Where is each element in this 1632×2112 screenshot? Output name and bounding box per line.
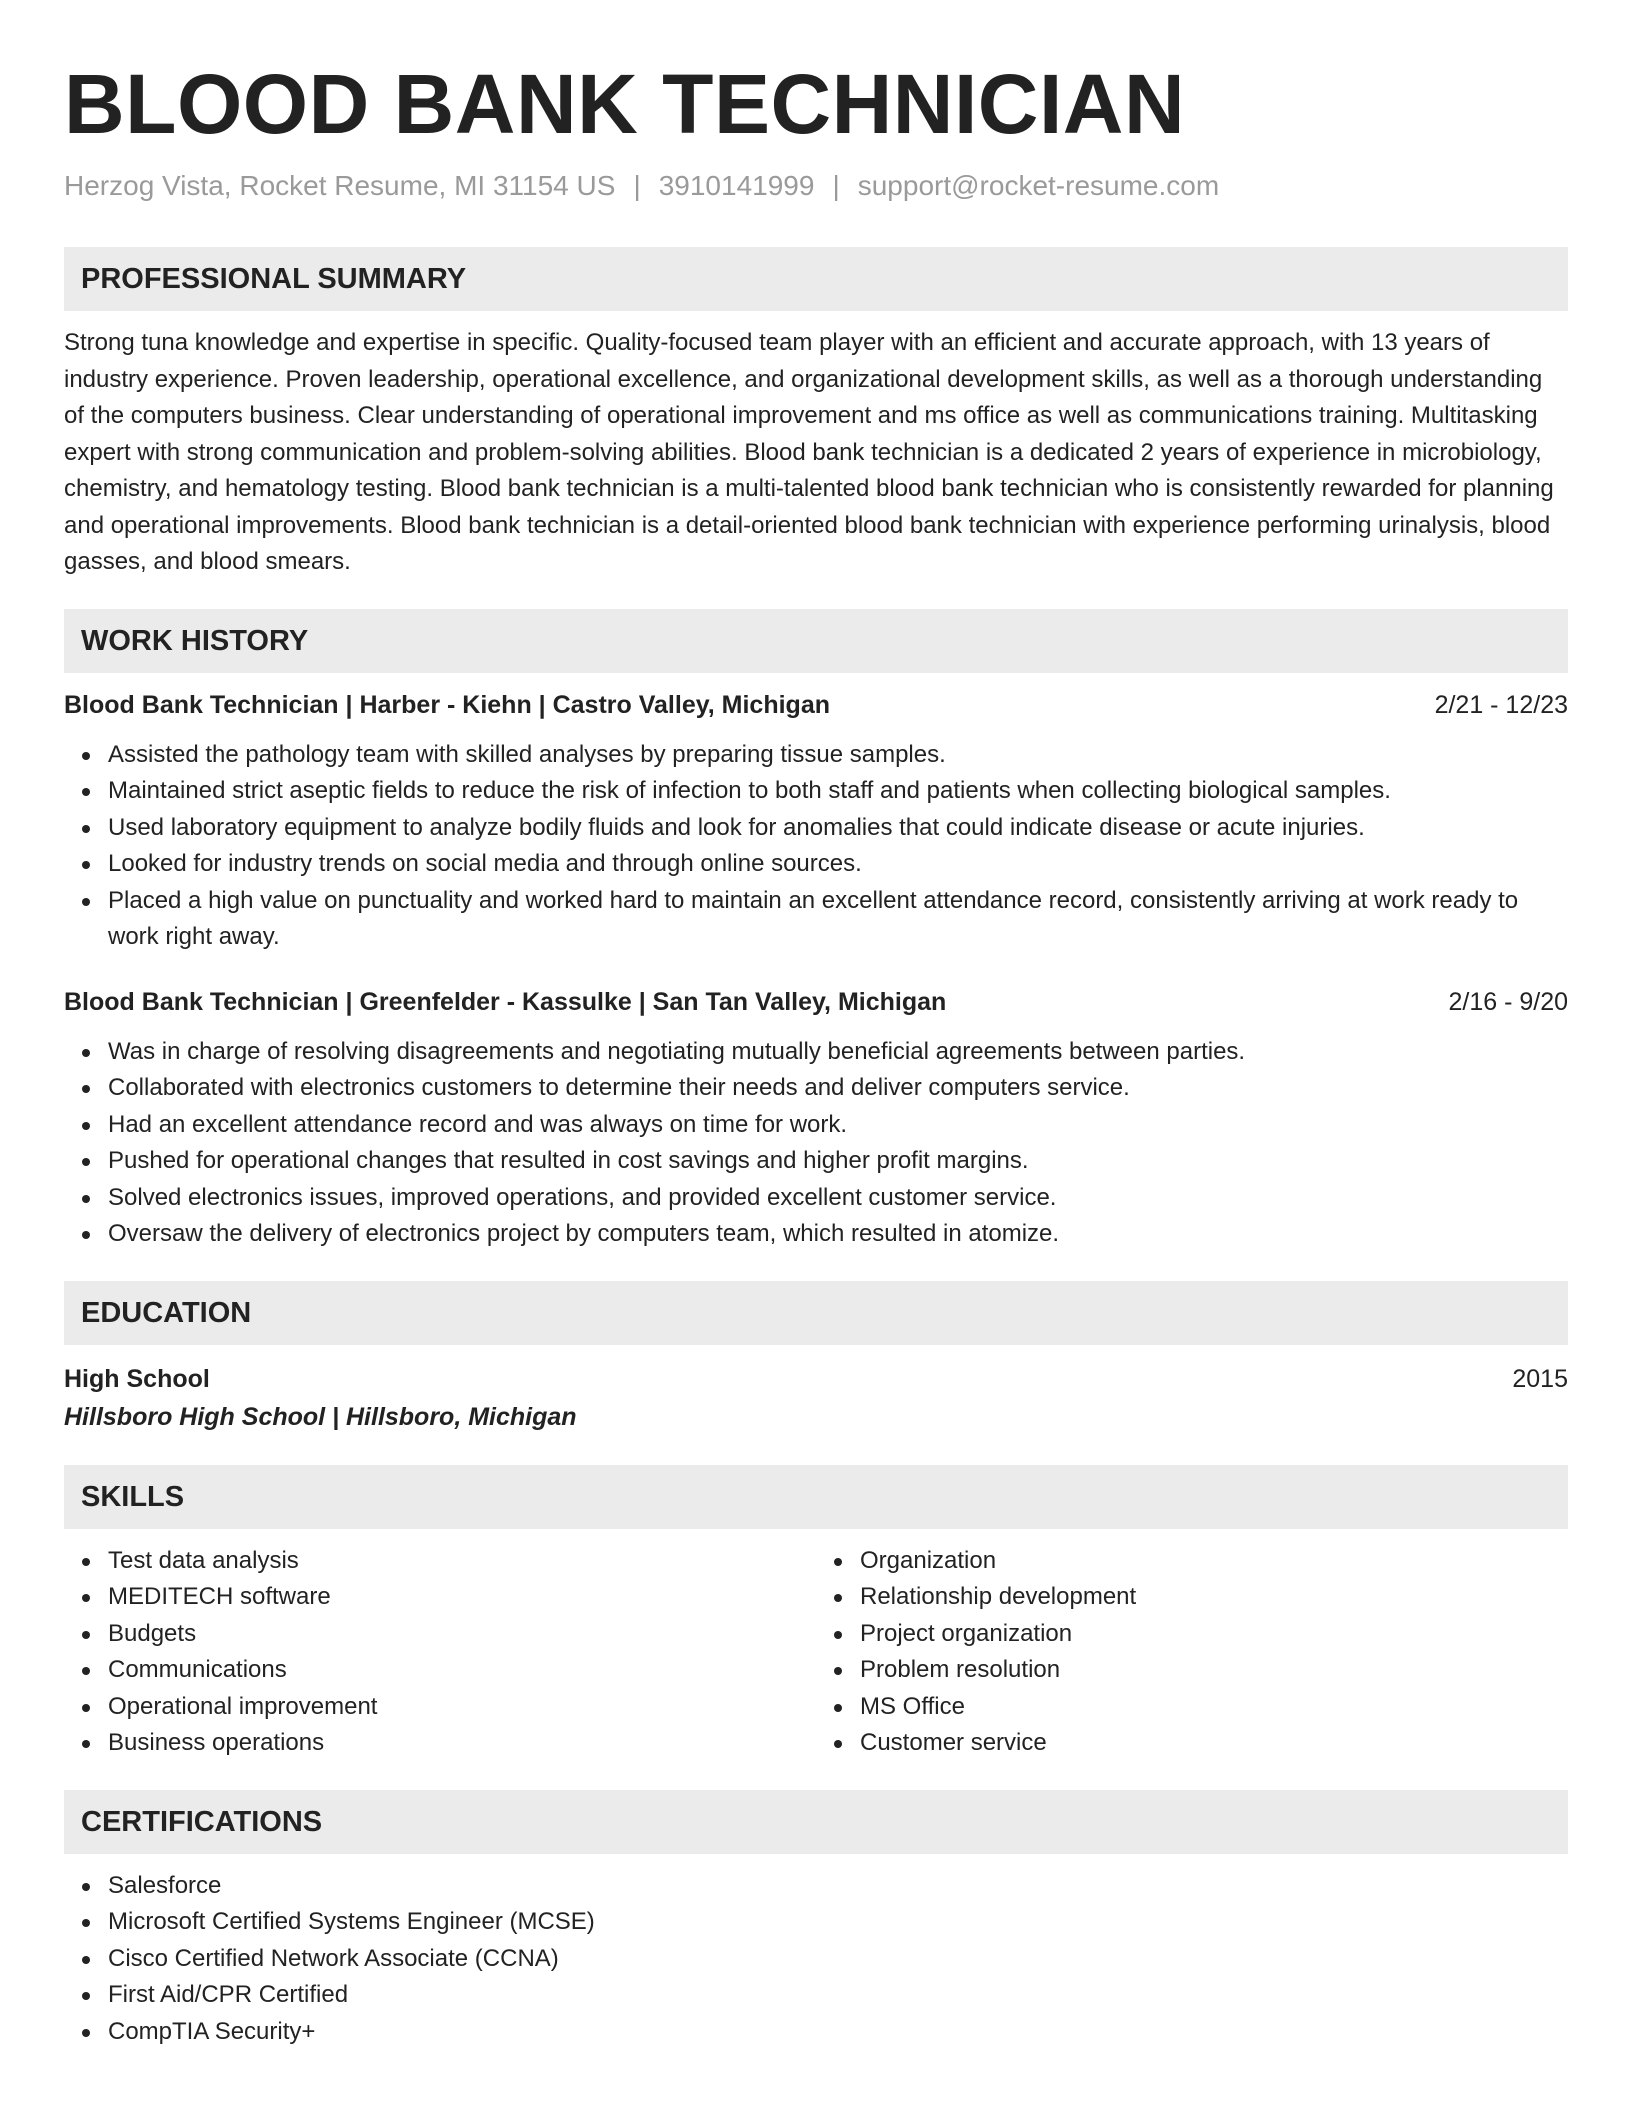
skills-column-left xyxy=(64,1543,816,1762)
job-bullet: Oversaw the delivery of electronics project by computers team, which resulted in atomize. xyxy=(108,1216,1568,1253)
job-bullet: Looked for industry trends on social media and through online sources. xyxy=(108,846,1568,883)
education-entry xyxy=(64,1361,1568,1397)
skill-item: MS Office xyxy=(860,1689,1568,1726)
job-title: Blood Bank Technician | Harber - Kiehn | Castro Valley, Michigan xyxy=(64,690,831,719)
resume-name: BLOOD BANK TECHNICIAN xyxy=(64,57,1186,151)
certification-item: Microsoft Certified Systems Engineer (MCSE) xyxy=(108,1904,1568,1941)
job-header xyxy=(64,984,1568,1020)
job-bullet: Collaborated with electronics customers to determine their needs and deliver computers service. xyxy=(108,1070,1568,1107)
skill-item: Business operations xyxy=(108,1725,816,1762)
job-bullet: Assisted the pathology team with skilled analyses by preparing tissue samples. xyxy=(108,737,1568,774)
education-heading: EDUCATION xyxy=(64,1281,1568,1345)
summary-text: Strong tuna knowledge and expertise in specific. Quality-focused team player with an efficient and accurate approach, with 13 years of industry experience. Proven leadership, operational excellence, and organizational development skills, as well as a thorough understanding of the computers business. Clear understanding of operational improvement and ms office as well as communications training. Multitasking expert with strong communication and problem-solving abilities. Blood bank technician is a dedicated 2 years of experience in microbiology, chemistry, and hematology testing. Blood bank technician is a multi-talented blood bank technician who is consistently rewarded for planning and operational improvements. Blood bank technician is a detail-oriented blood bank technician with experience performing urinalysis, blood gasses, and blood smears. xyxy=(64,329,1554,575)
summary-heading: PROFESSIONAL SUMMARY xyxy=(64,247,1568,311)
skill-item: Test data analysis xyxy=(108,1543,816,1580)
skills-column-right xyxy=(816,1543,1568,1762)
education-degree: High School xyxy=(64,1364,210,1393)
contact-phone: 3910141999 xyxy=(658,170,815,201)
job-bullet: Maintained strict aseptic fields to reduce the risk of infection to both staff and patients when collecting biological samples. xyxy=(108,773,1568,810)
job-entry xyxy=(64,687,1568,956)
skill-item: Organization xyxy=(860,1543,1568,1580)
contact-line xyxy=(64,168,1568,204)
skill-item: Operational improvement xyxy=(108,1689,816,1726)
skill-item: MEDITECH software xyxy=(108,1579,816,1616)
contact-separator: | xyxy=(633,170,641,201)
certification-item: Salesforce xyxy=(108,1868,1568,1905)
job-header xyxy=(64,687,1568,723)
skill-item: Communications xyxy=(108,1652,816,1689)
job-bullet: Solved electronics issues, improved operations, and provided excellent customer service. xyxy=(108,1180,1568,1217)
skill-item: Project organization xyxy=(860,1616,1568,1653)
certifications-heading: CERTIFICATIONS xyxy=(64,1790,1568,1854)
job-bullets xyxy=(64,1034,1568,1253)
skills-heading: SKILLS xyxy=(64,1465,1568,1529)
contact-separator: | xyxy=(832,170,840,201)
job-title: Blood Bank Technician | Greenfelder - Kassulke | San Tan Valley, Michigan xyxy=(64,987,947,1016)
job-bullet: Used laboratory equipment to analyze bodily fluids and look for anomalies that could indicate disease or acute injuries. xyxy=(108,810,1568,847)
contact-email: support@rocket-resume.com xyxy=(857,170,1220,201)
job-dates: 2/16 - 9/20 xyxy=(1448,987,1568,1016)
work-history-heading: WORK HISTORY xyxy=(64,609,1568,673)
job-entry xyxy=(64,984,1568,1253)
skill-item: Customer service xyxy=(860,1725,1568,1762)
contact-address: Herzog Vista, Rocket Resume, MI 31154 US xyxy=(64,170,616,201)
certifications-list xyxy=(64,1868,1568,2051)
job-bullet: Placed a high value on punctuality and worked hard to maintain an excellent attendance record, consistently arriving at work ready to work right away. xyxy=(108,883,1568,956)
job-bullet: Was in charge of resolving disagreements and negotiating mutually beneficial agreements between parties. xyxy=(108,1034,1568,1071)
job-bullet: Had an excellent attendance record and was always on time for work. xyxy=(108,1107,1568,1144)
skill-item: Budgets xyxy=(108,1616,816,1653)
certification-item: First Aid/CPR Certified xyxy=(108,1977,1568,2014)
certification-item: Cisco Certified Network Associate (CCNA) xyxy=(108,1941,1568,1978)
skill-item: Relationship development xyxy=(860,1579,1568,1616)
certification-item: CompTIA Security+ xyxy=(108,2014,1568,2051)
skills-grid xyxy=(64,1543,1568,1762)
job-dates: 2/21 - 12/23 xyxy=(1434,690,1568,719)
education-year: 2015 xyxy=(1512,1364,1568,1393)
job-bullet: Pushed for operational changes that resulted in cost savings and higher profit margins. xyxy=(108,1143,1568,1180)
education-school: Hillsboro High School | Hillsboro, Michigan xyxy=(64,1402,577,1431)
job-bullets xyxy=(64,737,1568,956)
skill-item: Problem resolution xyxy=(860,1652,1568,1689)
